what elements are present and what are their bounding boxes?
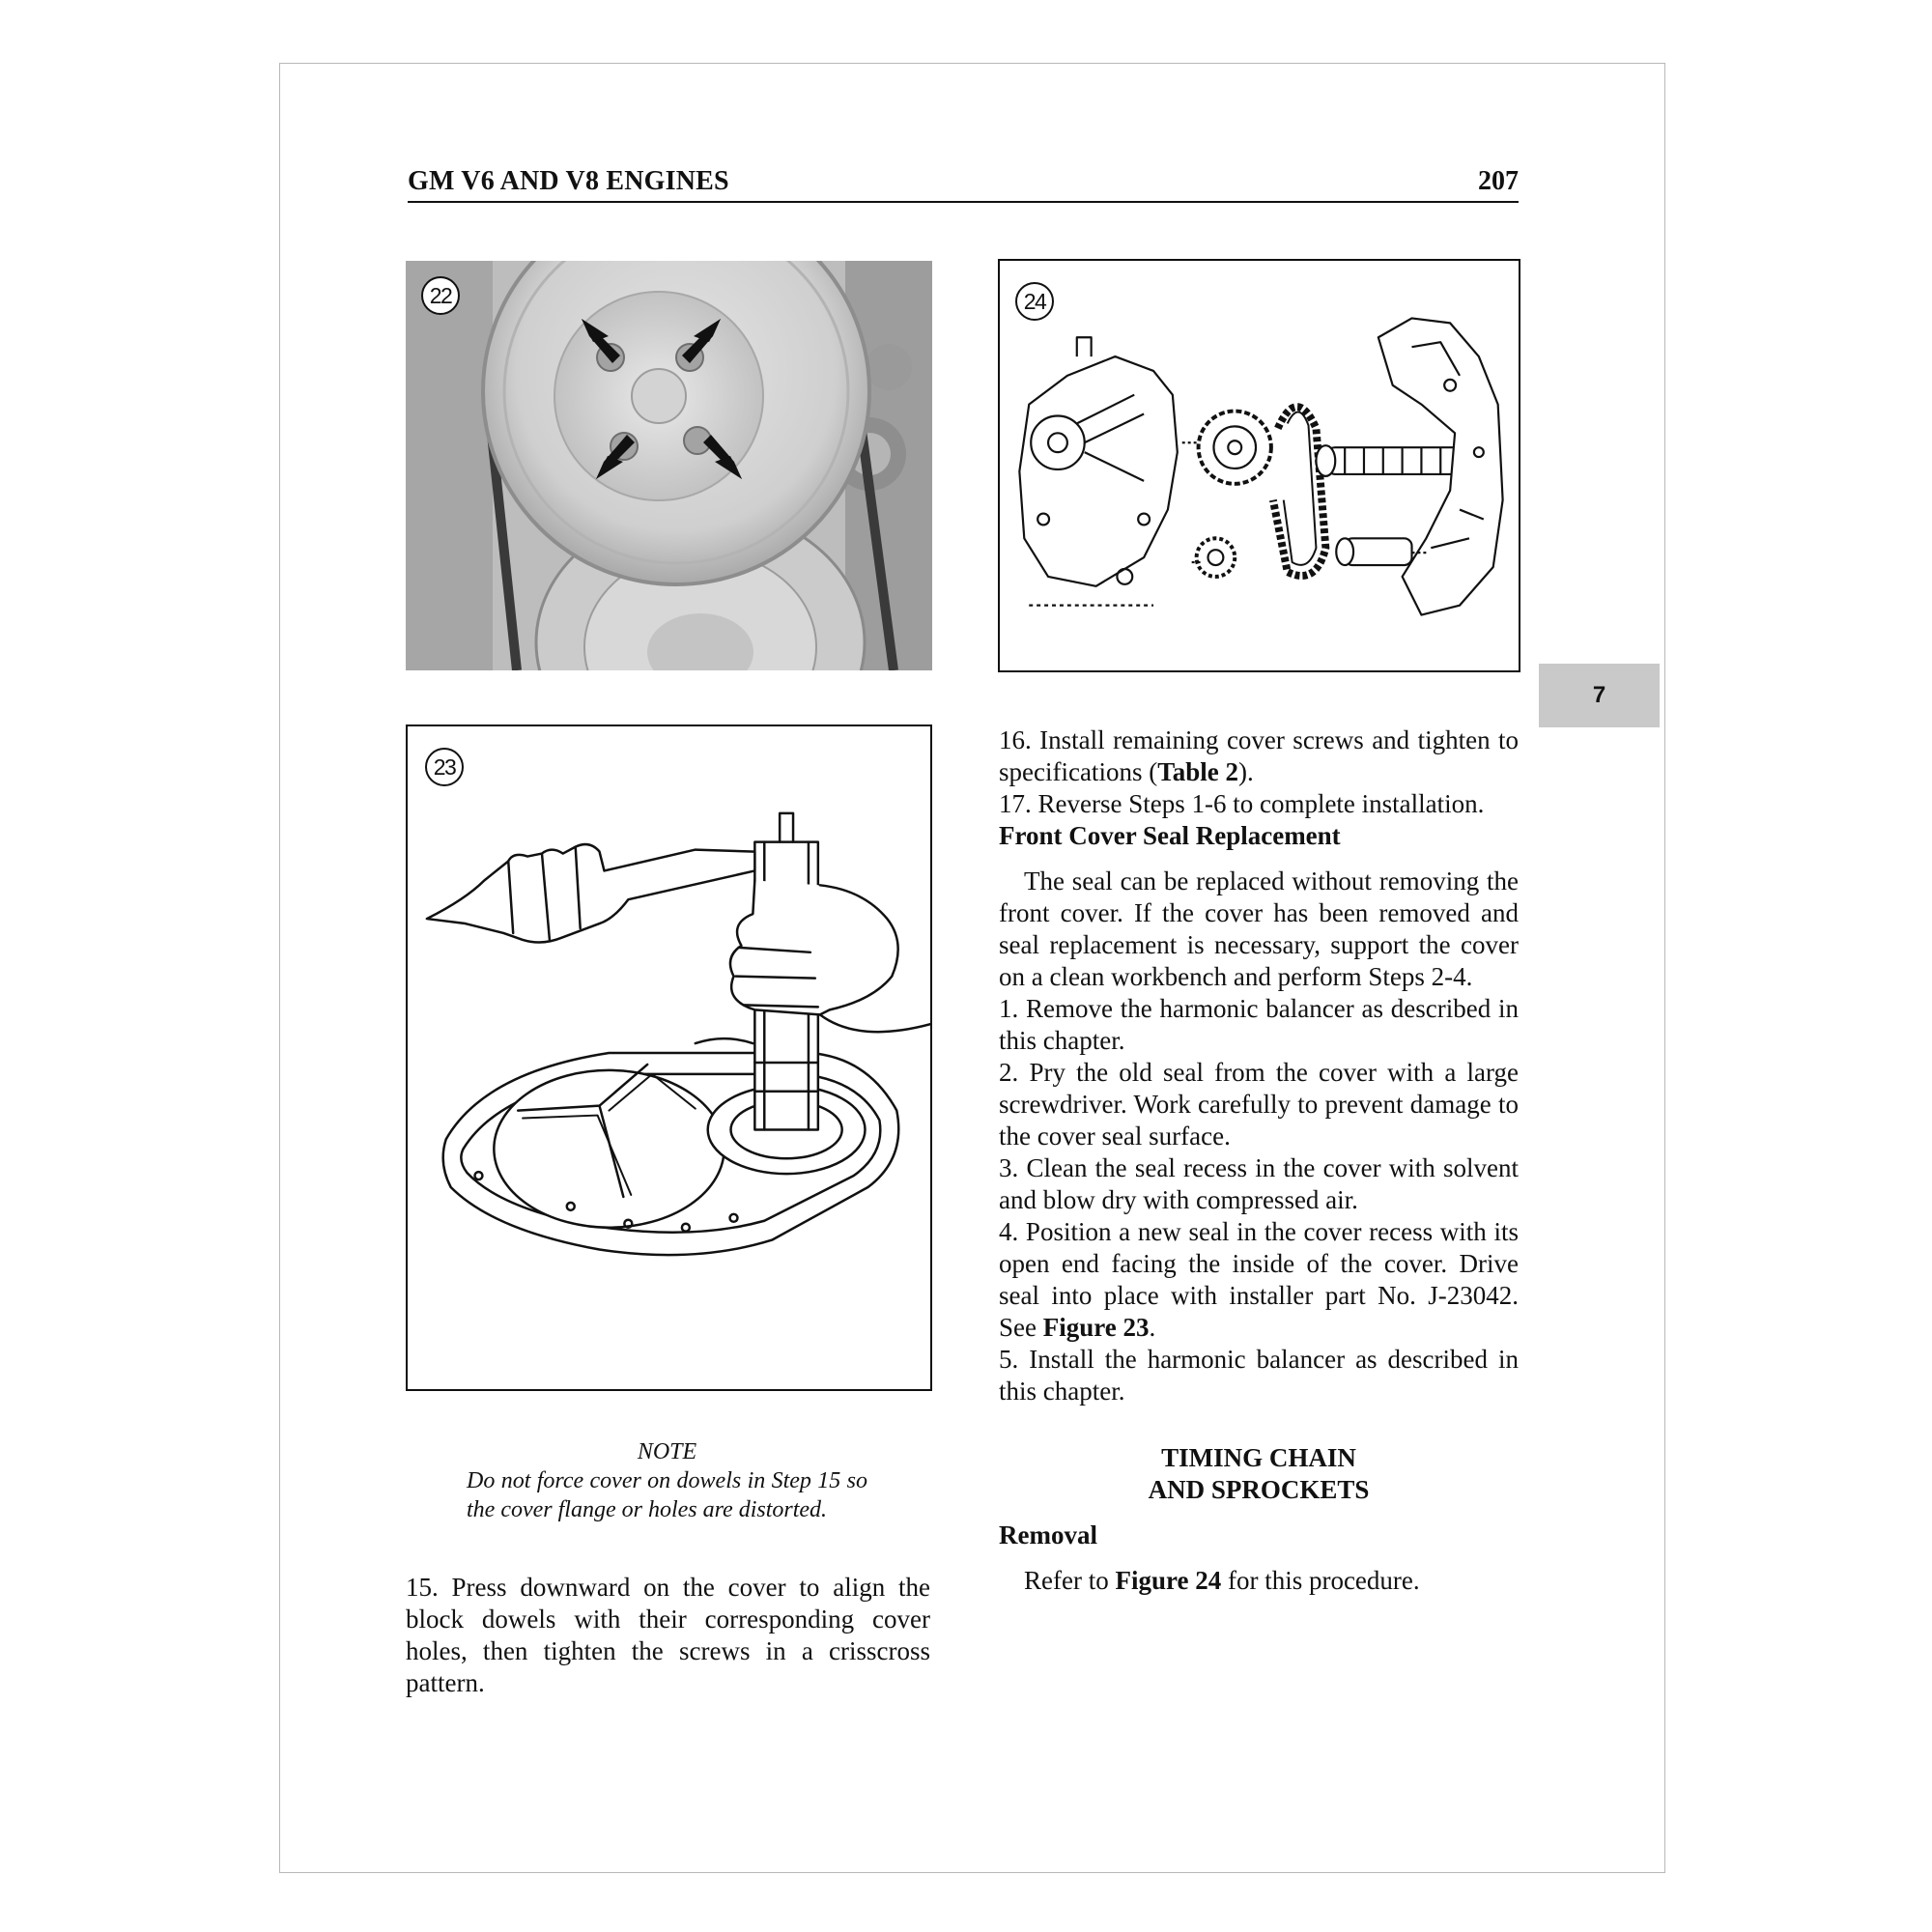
section-title-line-1: TIMING CHAIN	[1161, 1443, 1356, 1472]
balancer-photo-illustration	[406, 261, 932, 670]
note-text: Do not force cover on dowels in Step 15 so the cover flange or holes are distorted.	[467, 1468, 867, 1522]
removal-text-a: Refer to	[1024, 1566, 1116, 1595]
seal-installer-illustration	[408, 726, 930, 1389]
figure-22-photo	[406, 261, 932, 670]
step-16	[999, 724, 1519, 788]
figure-23-drawing	[406, 724, 932, 1391]
seal-step-4	[999, 1216, 1519, 1344]
note-label: NOTE	[637, 1439, 697, 1464]
figure-number-22: 22	[421, 276, 460, 315]
note-box	[467, 1437, 867, 1524]
figure-number-23: 23	[425, 748, 464, 786]
subhead-removal: Removal	[999, 1520, 1097, 1549]
figure-24-ref: Figure 24	[1115, 1566, 1222, 1595]
step-16-end: ).	[1238, 757, 1254, 786]
figure-24-drawing	[998, 259, 1520, 672]
step-15: 15. Press downward on the cover to align the block dowels with their corresponding cover holes, then tighten the screws in a crisscross pattern.	[406, 1573, 930, 1697]
running-head-title: GM V6 AND V8 ENGINES	[408, 166, 729, 196]
left-column-text	[406, 1572, 930, 1699]
seal-step-4-text: 4. Position a new seal in the cover recess with its open end facing the inside of the cover. Drive seal into place with installer part No. J-23042. See	[999, 1217, 1519, 1342]
seal-step-3: 3. Clean the seal recess in the cover with solvent and blow dry with compressed air.	[999, 1153, 1519, 1214]
timing-chain-illustration	[1000, 261, 1519, 670]
seal-intro: The seal can be replaced without removing the front cover. If the cover has been removed and seal replacement is necessary, support the cover on a clean workbench and perform Steps 2-4.	[999, 867, 1519, 991]
seal-step-4-end: .	[1149, 1313, 1156, 1342]
seal-step-1: 1. Remove the harmonic balancer as described in this chapter.	[999, 994, 1519, 1055]
figure-23-ref: Figure 23	[1042, 1313, 1150, 1342]
page-number: 207	[1478, 166, 1519, 196]
running-head	[408, 166, 1519, 203]
removal-text	[999, 1565, 1519, 1597]
step-16-text: 16. Install remaining cover screws and tighten to specifications (	[999, 725, 1519, 786]
figure-number-24: 24	[1015, 282, 1054, 321]
seal-step-2: 2. Pry the old seal from the cover with a large screwdriver. Work carefully to prevent damage to the cover seal surface.	[999, 1058, 1519, 1151]
seal-step-5: 5. Install the harmonic balancer as described in this chapter.	[999, 1345, 1519, 1406]
right-column-text	[999, 724, 1519, 1597]
section-title-line-2: AND SPROCKETS	[1148, 1475, 1370, 1504]
step-17: 17. Reverse Steps 1-6 to complete installation.	[999, 789, 1485, 818]
removal-text-b: for this procedure.	[1221, 1566, 1420, 1595]
chapter-tab[interactable]: 7	[1539, 664, 1660, 727]
table-2-ref: Table 2	[1157, 757, 1238, 786]
subhead-front-cover-seal: Front Cover Seal Replacement	[999, 821, 1341, 850]
